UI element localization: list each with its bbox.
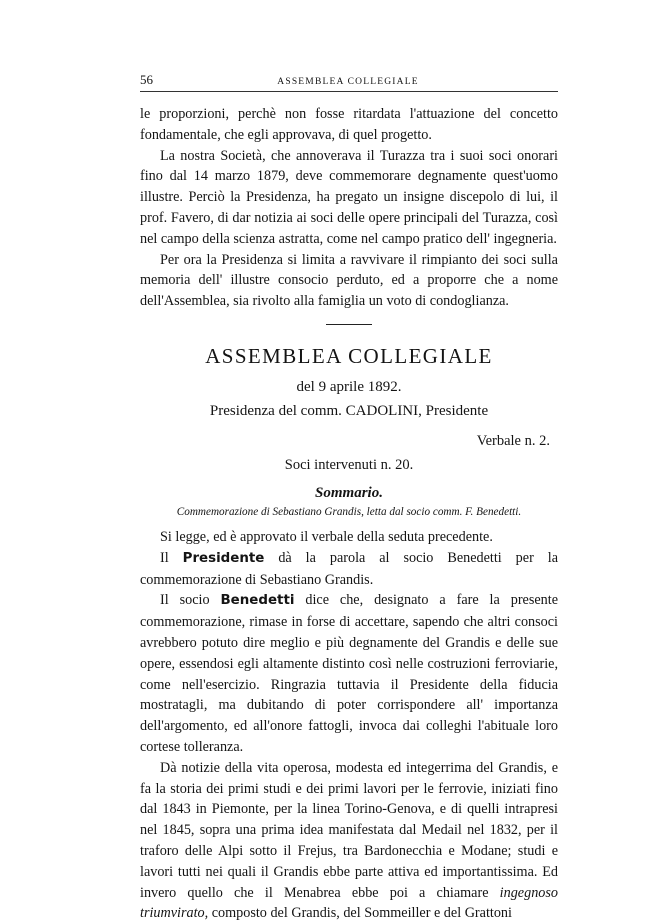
verbale-number: Verbale n. 2. bbox=[476, 432, 550, 449]
page-body bbox=[140, 104, 558, 924]
meeting-title: ASSEMBLEA COLLEGIALE bbox=[205, 343, 493, 368]
intro-paragraph-2: La nostra Società, che annoverava il Turazza tra i suoi soci onorari fino dal 14 marzo 1879, deve commemorare degnamente quest'uomo illustre. Perciò la Presidenza, ha pregato un insigne discepolo di lui, il prof. Favero, di dar notizia ai soci delle opere principali del Turazza, così nel campo della scienza astratta, come nel campo pratico dell' ingegneria. bbox=[140, 147, 558, 247]
minutes-paragraph-3 bbox=[140, 590, 558, 757]
meeting-date: del 9 aprile 1892. bbox=[296, 378, 402, 395]
sommario-heading: Sommario. bbox=[315, 484, 383, 501]
minutes-paragraph-2 bbox=[140, 548, 558, 591]
minutes-paragraph-1: Si legge, ed è approvato il verbale della seduta precedente. bbox=[160, 528, 493, 545]
page-number: 56 bbox=[140, 72, 153, 87]
text-run: dice che, designato a fare la presente commemorazione, rimase in forse di accettare, sapendo che altri consoci avrebbero potuto dire meglio e più degnamente del Grandis e delle sue opere, essendosi egli altamente distinto così nelle costruzioni ferroviarie, come nell'esercizio. Ringrazia tuttavia il Presidente della fiducia mostratagli, ma dubitando di poter corrispondere all' importanza dell'argomento, ed all'onore fattogli, invoca dai colleghi l'abituale loro cortese tolleranza. bbox=[140, 592, 558, 755]
speaker-benedetti: Benedetti bbox=[220, 593, 295, 609]
header-rule bbox=[140, 91, 558, 92]
speaker-presidente: Presidente bbox=[182, 550, 265, 566]
running-title: ASSEMBLEA COLLEGIALE bbox=[277, 77, 419, 87]
text-run: Il bbox=[160, 549, 183, 566]
text-run: Il socio bbox=[160, 592, 221, 609]
italic-phrase: ingegnoso triumvirato, bbox=[140, 884, 558, 922]
text-run: composto del Grandis, del Sommeiller e del Grattoni bbox=[208, 905, 512, 922]
attendance-count: Soci intervenuti n. 20. bbox=[284, 456, 414, 473]
sommario-text: Commemorazione di Sebastiano Grandis, letta dal socio comm. F. Benedetti. bbox=[176, 505, 522, 518]
page-header bbox=[136, 70, 560, 88]
intro-paragraph-3: Per ora la Presidenza si limita a ravvivare il rimpianto dei soci sulla memoria dell' illustre consocio perduto, ed a proporre che a nome dell'Assemblea, sia rivolto alla famiglia un voto di condoglianza. bbox=[140, 251, 558, 310]
text-run: dà la parola al socio Benedetti per la commemorazione di Sebastiano Grandis. bbox=[140, 549, 558, 588]
minutes-paragraph-4 bbox=[140, 758, 558, 924]
section-divider bbox=[326, 324, 372, 325]
meeting-presidency: Presidenza del comm. CADOLINI, Presidente bbox=[209, 402, 489, 419]
text-run: Dà notizie della vita operosa, modesta ed integerrima del Grandis, e fa la storia dei primi studi e dei primi lavori per le ferrovie, iniziati fino dal 1843 in Piemonte, per la linea Torino-Genova, e di quelli intrapresi nel 1845, sopra una prima idea manifestata dal Medail nel 1832, per il traforo delle Alpi sotto il Frejus, tra Bardonecchia e Modane; studi e lavori tutti nei quali il Grandis ebbe parte attiva ed importantissima. Ed invero quello che il Menabrea ebbe poi a chiamare bbox=[140, 759, 558, 901]
intro-paragraph-1: le proporzioni, perchè non fosse ritardata l'attuazione del concetto fondamentale, che egli approvava, di quel progetto. bbox=[140, 106, 558, 143]
